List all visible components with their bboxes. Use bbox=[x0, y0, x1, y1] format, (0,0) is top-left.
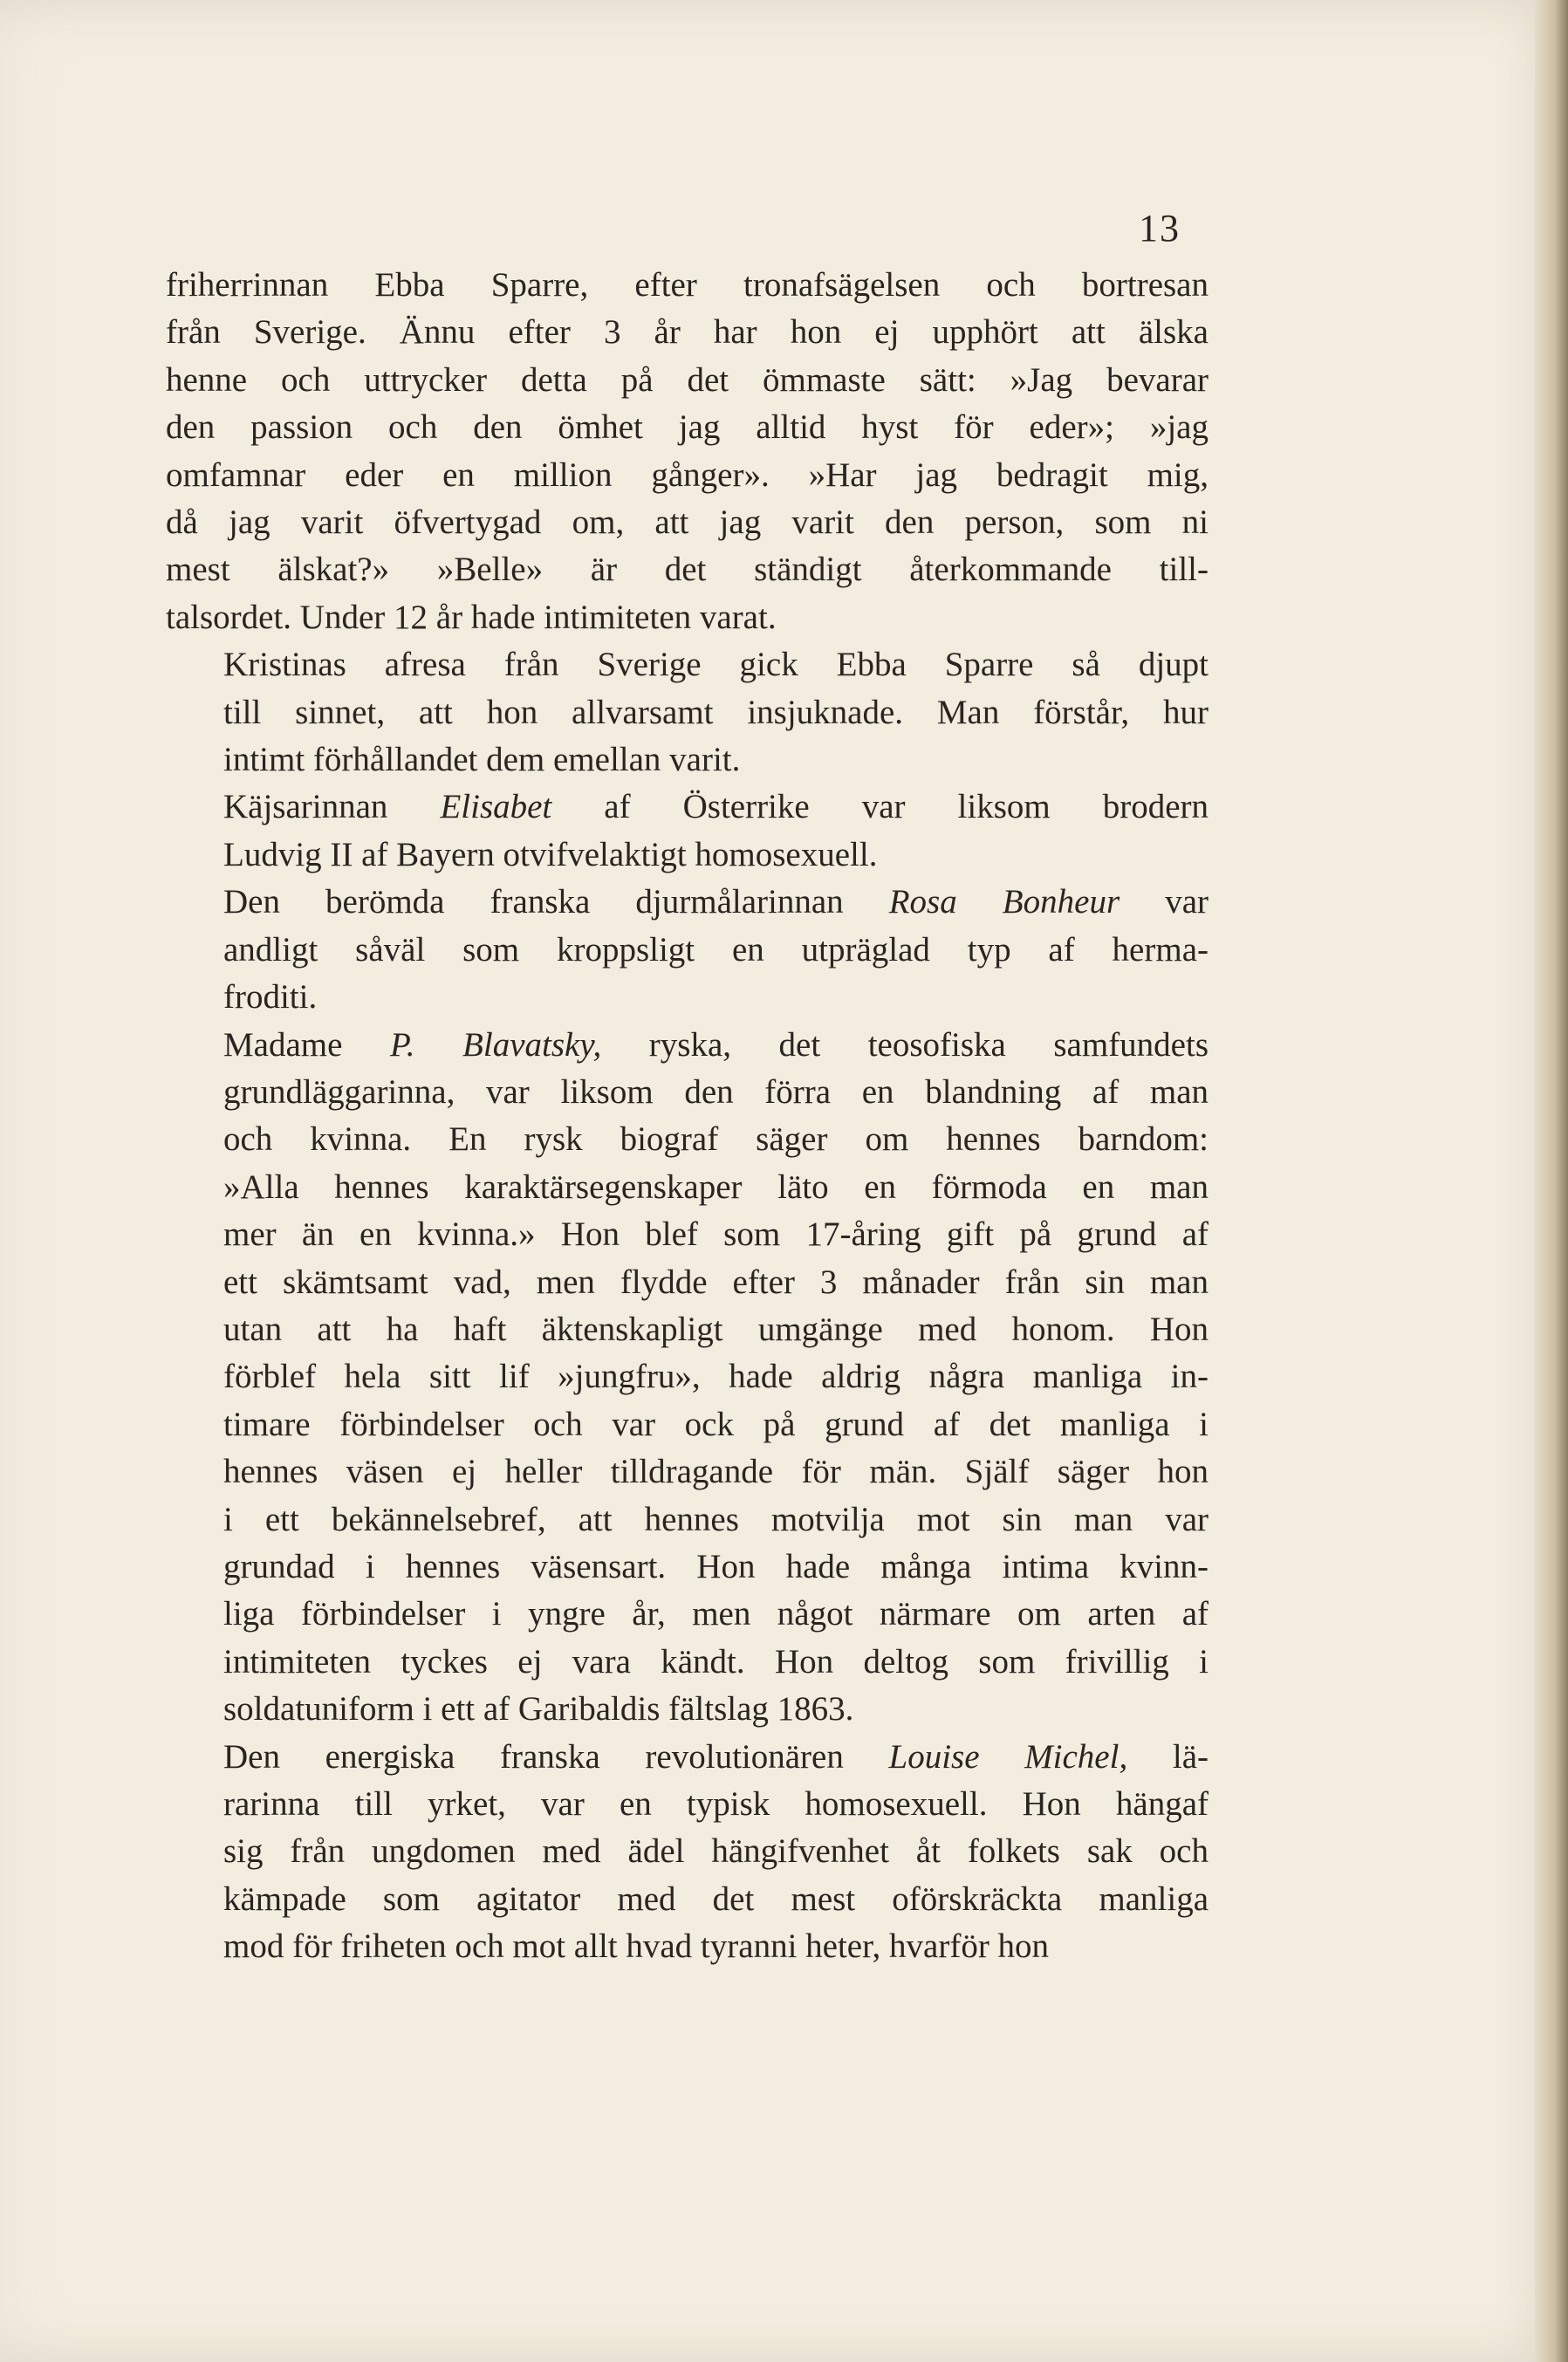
text-line: mest älskat?» »Belle» är det ständigt återkommande till- bbox=[166, 551, 1209, 589]
paragraph bbox=[166, 262, 1209, 641]
text-line: hennes väsen ej heller tilldragande för män. Själf säger hon bbox=[223, 1453, 1209, 1491]
text-line: den passion och den ömhet jag alltid hyst för eder»; »jag bbox=[166, 408, 1209, 447]
text-line: sig från ungdomen med ädel hängifvenhet åt folkets sak och bbox=[223, 1832, 1209, 1871]
text-line: Madame P. Blavatsky, ryska, det teosofiska samfundets bbox=[223, 1025, 1209, 1064]
paragraph bbox=[166, 1022, 1209, 1734]
text-line: från Sverige. Ännu efter 3 år har hon ej upphört att älska bbox=[166, 313, 1209, 352]
text-line: mod för friheten och mot allt hvad tyranni heter, hvarför hon bbox=[223, 1927, 1050, 1966]
text-line: friherrinnan Ebba Sparre, efter tronafsägelsen och bortresan bbox=[166, 266, 1209, 304]
text-line: liga förbindelser i yngre år, men något närmare om arten af bbox=[223, 1595, 1209, 1633]
page-edge bbox=[1535, 0, 1568, 2362]
text-line: rarinna till yrket, var en typisk homosexuell. Hon hängaf bbox=[223, 1785, 1209, 1823]
text-line: timare förbindelser och var ock på grund af det manliga i bbox=[223, 1405, 1209, 1443]
body-text bbox=[166, 262, 1209, 1971]
text-line: andligt såväl som kroppsligt en utpräglad typ af herma- bbox=[223, 930, 1209, 969]
text-line: soldatuniform i ett af Garibaldis fältslag 1863. bbox=[223, 1690, 854, 1729]
text-line: froditi. bbox=[223, 978, 318, 1017]
text-line: till sinnet, att hon allvarsamt insjuknade. Man förstår, hur bbox=[223, 693, 1209, 731]
text-line: henne och uttrycker detta på det ömmaste sätt: »Jag bevarar bbox=[166, 360, 1209, 399]
paragraph bbox=[166, 1734, 1209, 1971]
text-line: ett skämtsamt vad, men flydde efter 3 månader från sin man bbox=[223, 1263, 1209, 1301]
text-line: grundad i hennes väsensart. Hon hade många intima kvinn- bbox=[223, 1547, 1209, 1585]
text-line: i ett bekännelsebref, att hennes motvilja mot sin man var bbox=[223, 1500, 1209, 1538]
text-line: Ludvig II af Bayern otvifvelaktigt homosexuell. bbox=[223, 835, 878, 873]
text-line: då jag varit öfvertygad om, att jag varit den person, som ni bbox=[166, 503, 1209, 542]
text-line: mer än en kvinna.» Hon blef som 17-åring gift på grund af bbox=[223, 1215, 1209, 1254]
text-line: Den energiska franska revolutionären Louise Michel, lä- bbox=[223, 1737, 1209, 1776]
text-line: och kvinna. En rysk biograf säger om hennes barndom: bbox=[223, 1120, 1209, 1159]
text-line: grundläggarinna, var liksom den förra en blandning af man bbox=[223, 1072, 1209, 1111]
text-line: Käjsarinnan Elisabet af Österrike var liksom brodern bbox=[223, 788, 1209, 826]
text-line: förblef hela sitt lif »jungfru», hade aldrig några manliga in- bbox=[223, 1358, 1209, 1396]
text-line: kämpade som agitator med det mest oförskräckta manliga bbox=[223, 1879, 1209, 1918]
text-line: utan att ha haft äktenskapligt umgänge med honom. Hon bbox=[223, 1310, 1209, 1348]
text-line: Kristinas afresa från Sverige gick Ebba Sparre så djupt bbox=[223, 646, 1209, 684]
text-line: intimiteten tyckes ej vara kändt. Hon deltog som frivillig i bbox=[223, 1642, 1209, 1681]
page-number: 13 bbox=[1139, 207, 1181, 250]
paragraph bbox=[166, 879, 1209, 1021]
text-line: Den berömda franska djurmålarinnan Rosa Bonheur var bbox=[223, 883, 1209, 921]
text-line: talsordet. Under 12 år hade intimiteten varat. bbox=[166, 598, 777, 636]
paragraph bbox=[166, 641, 1209, 784]
text-line: »Alla hennes karaktärsegenskaper läto en förmoda en man bbox=[223, 1167, 1209, 1206]
text-line: intimt förhållandet dem emellan varit. bbox=[223, 741, 741, 779]
text-line: omfamnar eder en million gånger». »Har jag bedragit mig, bbox=[166, 455, 1209, 494]
paragraph bbox=[166, 784, 1209, 879]
